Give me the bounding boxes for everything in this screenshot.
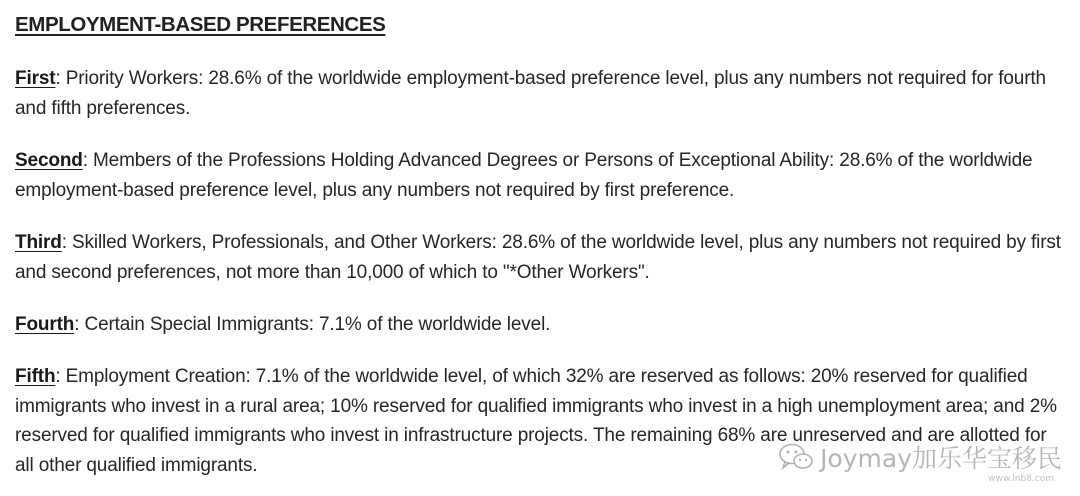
preference-description: : Priority Workers: 28.6% of the worldwide employment-based preference level, plus any numbers not required for fourth and fifth preferences. <box>15 68 1046 119</box>
preference-term: Fifth <box>15 366 56 387</box>
preference-description: : Members of the Professions Holding Advanced Degrees or Persons of Exceptional Ability: 28.6% of the worldwide employment-based preference level, plus any numbers not required by first preference. <box>15 150 1033 201</box>
preference-term: Third <box>15 232 62 253</box>
preference-first <box>15 64 1065 123</box>
preference-description: : Certain Special Immigrants: 7.1% of the worldwide level. <box>74 314 551 335</box>
watermark-url: www.lnb8.com <box>988 474 1054 484</box>
watermark <box>778 440 1062 474</box>
section-heading: EMPLOYMENT-BASED PREFERENCES <box>15 13 386 36</box>
preference-description: : Employment Creation: 7.1% of the worldwide level, of which 32% are reserved as follows: 20% reserved for qualified immigrants who invest in a rural area; 10% reserved for qualified immigrants who invest in a high unemployment area; and 2% reserved for qualified immigrants who invest in infrastructure projects. The remaining 68% are unreserved and are allotted for all other qualified immigrants. <box>15 366 1057 476</box>
wechat-icon <box>778 442 814 472</box>
preference-term: Fourth <box>15 314 75 335</box>
preference-second <box>15 146 1065 205</box>
preference-term: First <box>15 68 56 89</box>
preference-term: Second <box>15 150 83 171</box>
watermark-text: Joymay加乐华宝移民 <box>820 444 1062 473</box>
preference-description: : Skilled Workers, Professionals, and Other Workers: 28.6% of the worldwide level, plus any numbers not required by first and second preferences, not more than 10,000 of which to "*Other Workers". <box>15 232 1061 283</box>
preference-third <box>15 228 1065 287</box>
preference-fourth <box>15 310 1065 340</box>
